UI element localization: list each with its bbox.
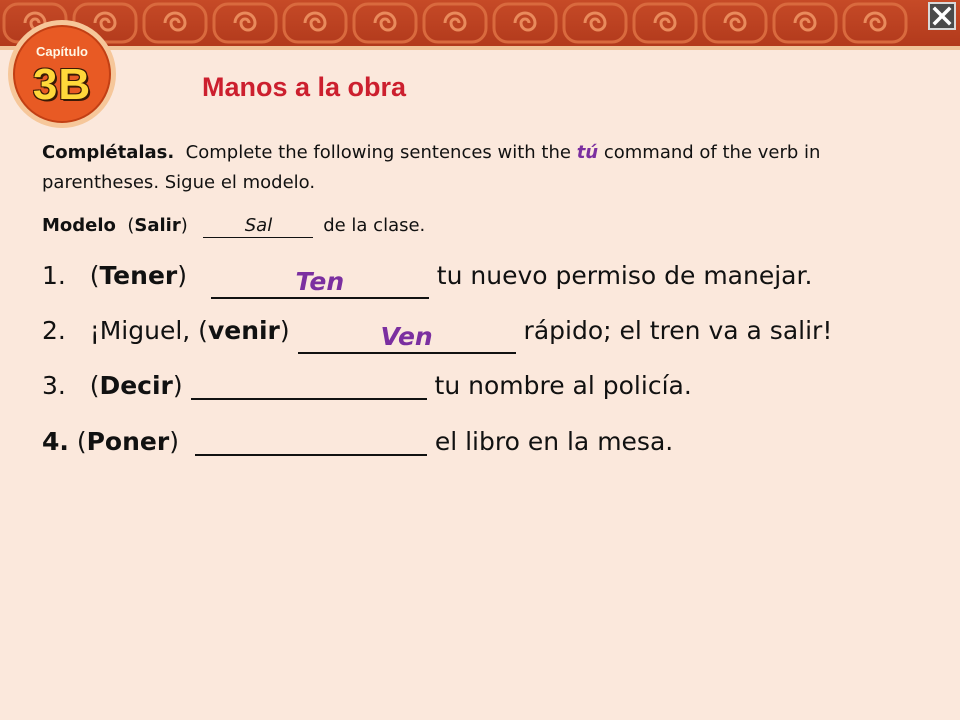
close-icon [932, 6, 952, 26]
item-rest: tu nombre al policía. [434, 371, 692, 400]
modelo-verb: Salir [134, 215, 181, 236]
instructions-text-after: command of the verb in parentheses. Sigue el modelo. [42, 142, 821, 193]
spiral-pattern [0, 0, 960, 46]
item-number: 1. [42, 261, 66, 290]
answer-blank[interactable] [191, 368, 427, 400]
exercise-item-3: 3. (Decir) tu nombre al policía. [42, 368, 692, 404]
item-rest: el libro en la mesa. [434, 427, 674, 456]
item-number: 3. [42, 371, 66, 400]
instructions-text-before: Complete the following sentences with the [185, 142, 571, 163]
modelo-answer: Sal [203, 215, 313, 238]
chapter-number: 3B [32, 60, 92, 109]
chapter-badge [6, 18, 118, 130]
item-number: 4. [42, 427, 69, 456]
exercise-item-1: 1. (Tener) Ten tu nuevo permiso de manejar. [42, 258, 812, 299]
modelo-line: Modelo (Salir) Sal de la clase. [42, 215, 426, 236]
answer-blank[interactable]: Ven [298, 322, 516, 354]
answer-blank[interactable]: Ten [211, 267, 429, 299]
instructions-heading: Complétalas. [42, 142, 175, 163]
item-prefix: ¡Miguel, [89, 316, 191, 345]
chapter-label: Capítulo [36, 44, 88, 59]
item-number: 2. [42, 316, 66, 345]
item-rest: tu nuevo permiso de manejar. [436, 261, 813, 290]
modelo-rest: de la clase. [323, 215, 426, 236]
exercise-item-4: 4. (Poner) el libro en la mesa. [42, 424, 673, 460]
page-title: Manos a la obra [202, 72, 407, 102]
instructions [42, 138, 902, 198]
close-button[interactable] [928, 2, 956, 30]
modelo-label: Modelo [42, 215, 116, 236]
item-verb: Poner [86, 427, 170, 456]
answer-blank[interactable] [195, 424, 427, 456]
exercise-item-2: 2. ¡Miguel, (venir) Ven rápido; el tren va a salir! [42, 313, 832, 354]
item-verb: venir [207, 316, 280, 345]
item-verb: Decir [99, 371, 173, 400]
instructions-highlight: tú [576, 142, 599, 163]
item-verb: Tener [99, 261, 178, 290]
decorative-banner [0, 0, 960, 50]
item-rest: rápido; el tren va a salir! [523, 316, 833, 345]
